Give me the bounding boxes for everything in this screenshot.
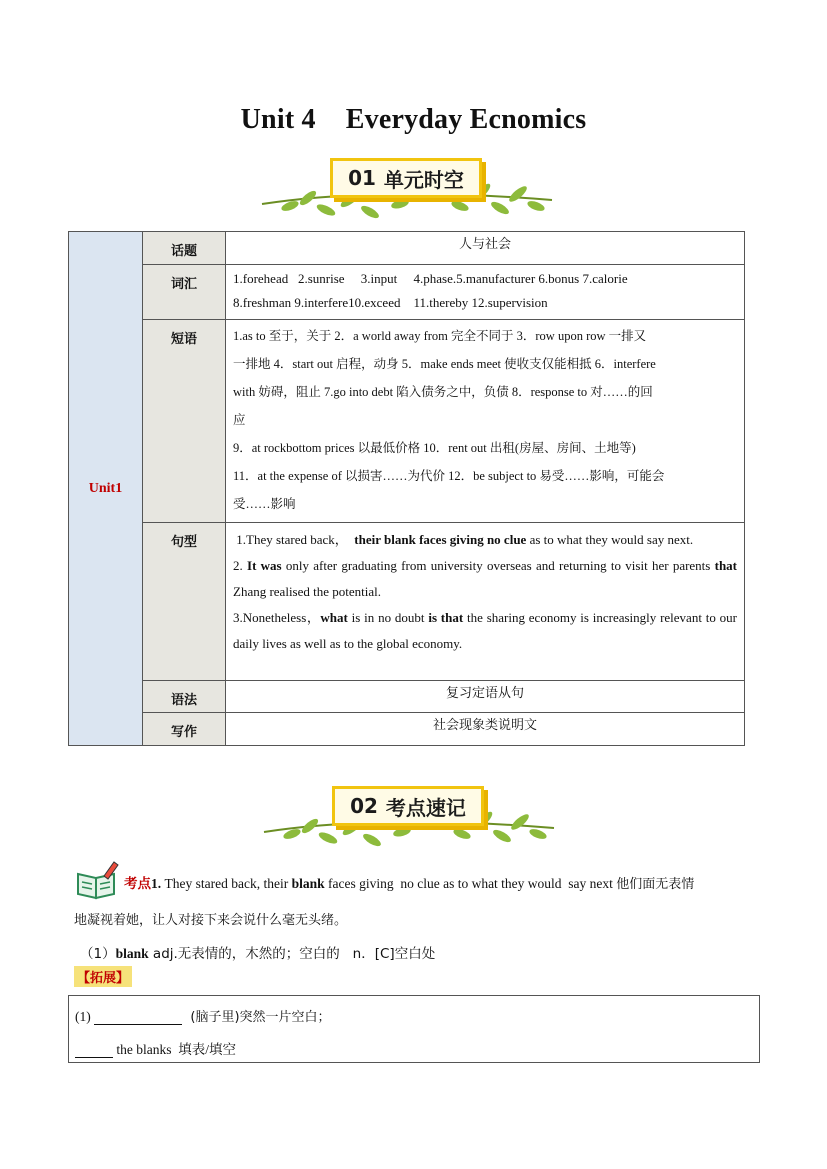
grammar-header: 语法 (143, 681, 226, 713)
phrase-line: 1.as to 至于，关于 2．a world away from 完全不同于 3．row upon row 一排又 (233, 329, 647, 343)
section-number: 02 (350, 794, 378, 818)
sentences-header: 句型 (143, 523, 226, 681)
fill-blank[interactable] (75, 1043, 113, 1058)
phrase-line: 9．at rockbottom prices 以最低价格 10．rent out 出租(房屋、房间、土地等) (233, 441, 636, 455)
sentences-cell (226, 523, 745, 681)
phrase-line: 一排地 4．start out 启程，动身 5．make ends meet 使收支仅能相抵 6．interfere (233, 357, 656, 371)
page-title: Unit 4 Everyday Ecnomics (240, 104, 587, 135)
book-pencil-icon (74, 860, 120, 900)
vocab-header: 词汇 (143, 265, 226, 320)
section-label: 单元时空 (383, 167, 464, 192)
section-number: 01 (348, 166, 376, 190)
word-definition: （1）blank adj.无表情的，木然的；空白的 n．[C]空白处 (80, 946, 436, 962)
key-point-translation: 地凝视着她，让人对接下来会说什么毫无头绪。 (74, 913, 348, 928)
unit-label: Unit1 (69, 232, 143, 746)
phrase-line: 应 (233, 413, 246, 427)
section-badge-1 (260, 154, 560, 234)
phrase-line: 11．at the expense of 以损害……为代价 12．be subject to 易受……影响，可能会 (233, 469, 665, 483)
phrases-cell (226, 320, 745, 523)
key-point-label: 考点 (124, 876, 151, 892)
writing-value: 社会现象类说明文 (226, 713, 745, 746)
vocab-line: 1.forehead 2.sunrise 3.input 4.phase.5.manufacturer 6.bonus 7.calorie (233, 271, 628, 286)
unit-overview-table (68, 231, 745, 746)
section-badge-2 (262, 782, 562, 862)
sentence-3: 3.Nonetheless，what is in no doubt is that the sharing economy is increasingly relevant to our daily lives as well as to the global economy. (233, 610, 737, 651)
vocab-cell (226, 265, 745, 320)
sentence-1: 1.They stared back， their blank faces giving no clue as to what they would say next. (233, 532, 694, 547)
phrase-line: with 妨碍，阻止 7.go into debt 陷入债务之中，负债 8．response to 对……的回 (233, 385, 653, 399)
phrase-line: 受……影响 (233, 497, 296, 511)
exercise-box (68, 995, 760, 1063)
vocab-line: 8.freshman 9.interfere10.exceed 11.thereby 12.supervision (233, 295, 548, 310)
exercise-row-2: the blanks 填表/填空 (75, 1038, 236, 1058)
fill-blank[interactable] (94, 1010, 182, 1025)
exercise-row-1: (1) (脑子里)突然一片空白； (75, 1009, 331, 1025)
phrases-header: 短语 (143, 320, 226, 523)
topic-value: 人与社会 (226, 232, 745, 265)
topic-header: 话题 (143, 232, 226, 265)
extension-label: 【拓展】 (74, 966, 132, 987)
grammar-value: 复习定语从句 (226, 681, 745, 713)
section-label: 考点速记 (385, 795, 466, 820)
sentence-2: 2. It was only after graduating from university overseas and returning to visit her parents that Zhang realised the potential. (233, 558, 738, 599)
writing-header: 写作 (143, 713, 226, 746)
